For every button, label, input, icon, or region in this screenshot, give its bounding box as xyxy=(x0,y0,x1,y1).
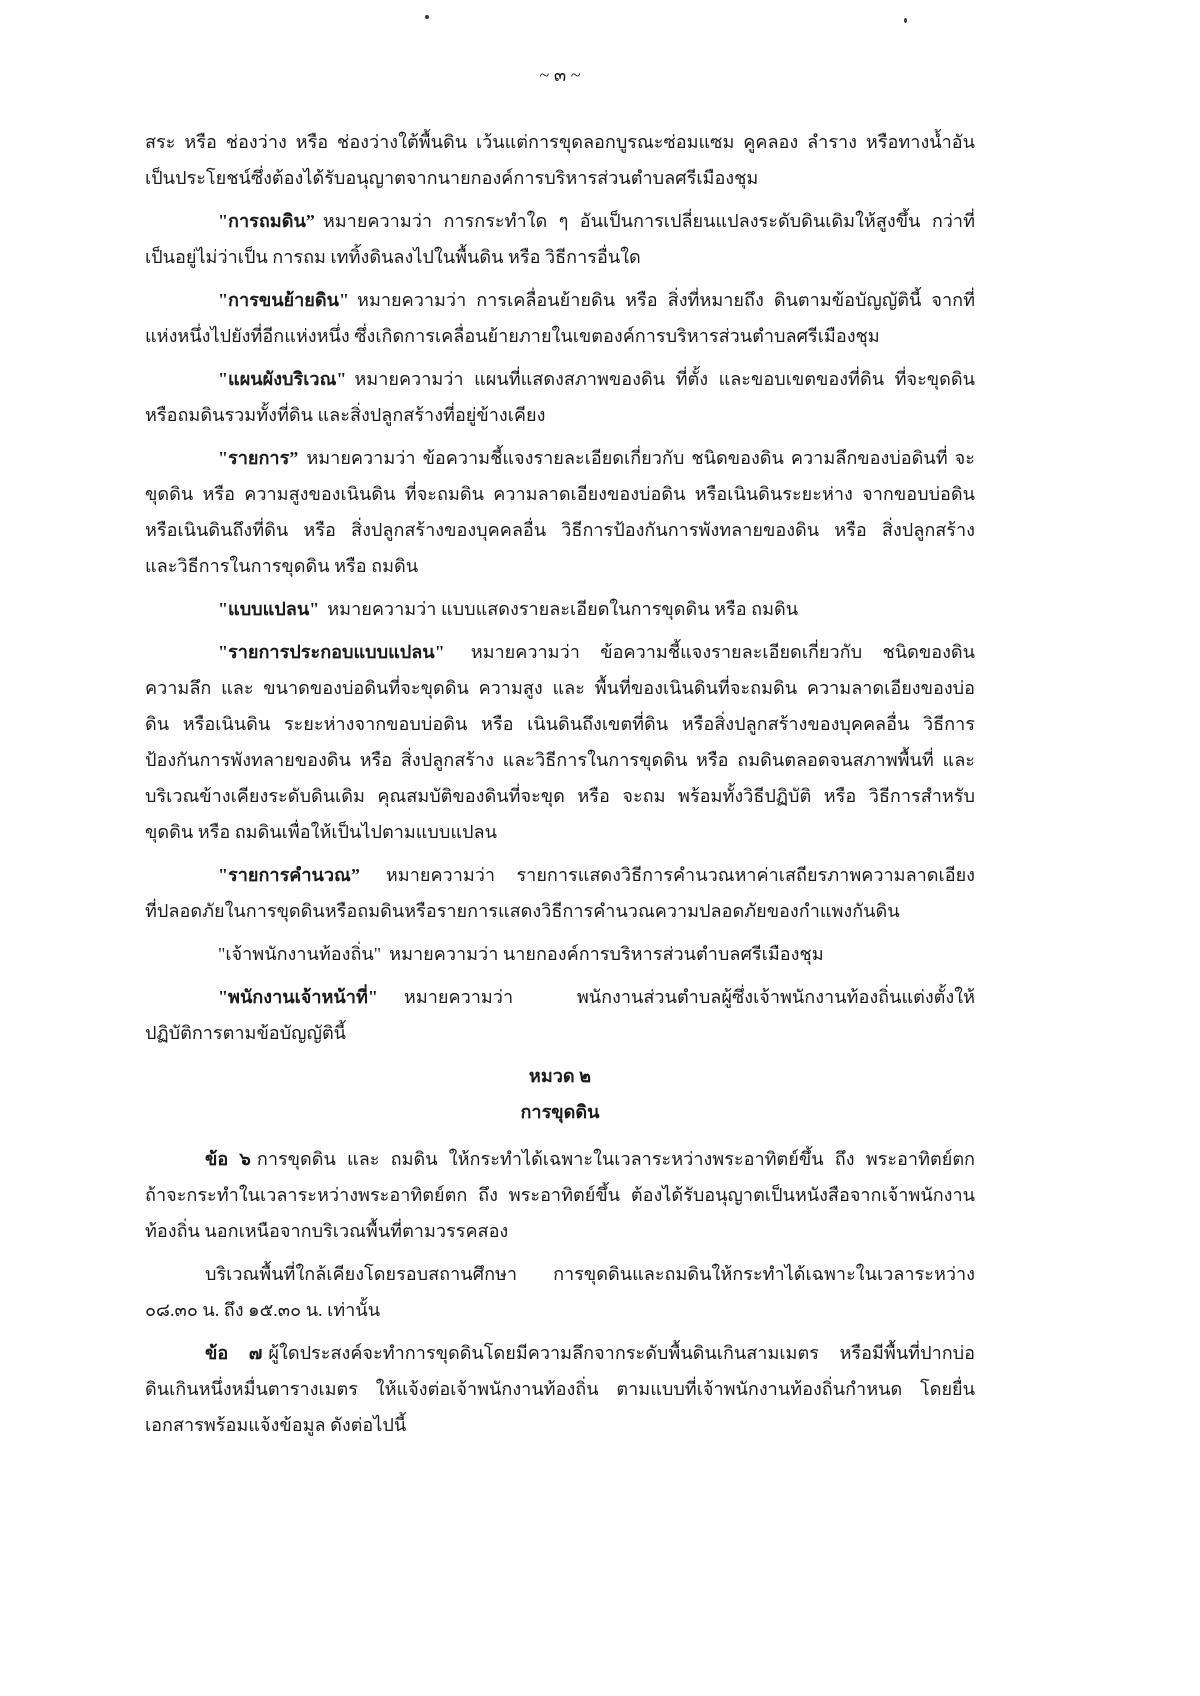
continued-paragraph xyxy=(145,124,975,196)
clause-label: ข้อ ๗ xyxy=(205,1343,263,1363)
definition-local-official xyxy=(145,936,975,972)
text-line xyxy=(145,936,975,972)
definition-text: หมายความว่า แบบแสดงรายละเอียดในการขุดดิน หรือ ถมดิน xyxy=(327,599,799,619)
text-line: และวิธีการในการขุดดิน หรือ ถมดิน xyxy=(145,556,419,576)
defined-term: "แผนผังบริเวณ" xyxy=(218,369,347,389)
definition-items xyxy=(145,440,975,584)
definition-text: หมายความว่า ข้อความชี้แจงรายละเอียดเกี่ยวกับ ชนิดของดิน ความลึกของบ่อดินที่ จะ xyxy=(306,448,975,468)
text-line: ขุดดิน หรือ ความสูงของเนินดิน ที่จะถมดิน ความลาดเอียงของบ่อดิน หรือเนินดินระยะห่าง จากขอบบ่อดิน xyxy=(145,484,975,504)
text-line: เป็นประโยชน์ซึ่งต้องได้รับอนุญาตจากนายกองค์การบริหารส่วนตำบลศรีเมืองชุม xyxy=(145,168,759,188)
definition-text: หมายความว่า แผนที่แสดงสภาพของดิน ที่ตั้ง และขอบเขตของที่ดิน ที่จะขุดดิน xyxy=(354,369,975,389)
text-line: บริเวณข้างเคียงระดับดินเดิม คุณสมบัติของดินที่จะขุด หรือ จะถม พร้อมทั้งวิธีปฏิบัติ หรือ วิธีการสำหรับ xyxy=(145,786,975,806)
text-line xyxy=(145,203,975,239)
page-number: ~ ๓ ~ xyxy=(539,65,581,85)
text-line: ป้องกันการพังทลายของดิน หรือ สิ่งปลูกสร้าง และวิธีการในการขุดดิน หรือ ถมดินตลอดจนสภาพพื้นที่ และ xyxy=(145,750,975,770)
text-line: ท้องถิ่น นอกเหนือจากบริเวณพื้นที่ตามวรรคสอง xyxy=(145,1221,509,1241)
defined-term: "รายการคำนวณ” xyxy=(218,865,360,885)
clause-6-paragraph-2 xyxy=(145,1256,975,1328)
clause-label: ข้อ ๖ xyxy=(205,1149,251,1169)
definition-text: หมายความว่า ข้อความชี้แจงรายละเอียดเกี่ยวกับ ชนิดของดิน xyxy=(470,642,975,662)
text-line xyxy=(145,282,975,318)
text-line xyxy=(145,1335,975,1371)
definition-plan-specification xyxy=(145,634,975,850)
text-line: หรือถมดินรวมทั้งที่ดิน และสิ่งปลูกสร้างที่อยู่ข้างเคียง xyxy=(145,405,546,425)
definition-land-filling xyxy=(145,203,975,275)
definition-site-plan xyxy=(145,361,975,433)
text-line xyxy=(145,1141,975,1177)
defined-term: "พนักงานเจ้าหน้าที่" xyxy=(218,987,378,1007)
definition-calculation xyxy=(145,857,975,929)
text-line: เป็นอยู่ไม่ว่าเป็น การถม เททิ้งดินลงไปในพื้นดิน หรือ วิธีการอื่นใด xyxy=(145,247,641,267)
text-line: สระ หรือ ช่องว่าง หรือ ช่องว่างใต้พื้นดิน เว้นแต่การขุดลอกบูรณะซ่อมแซม คูคลอง ลำราง หรือทางน้ำอัน xyxy=(145,132,975,152)
text-line: ถ้าจะกระทำในเวลาระหว่างพระอาทิตย์ตก ถึง พระอาทิตย์ขึ้น ต้องได้รับอนุญาตเป็นหนังสือจากเจ้าพนักงาน xyxy=(145,1185,975,1205)
text-line xyxy=(145,857,975,893)
definition-text: หมายความว่า นายกองค์การบริหารส่วนตำบลศรีเมืองชุม xyxy=(389,944,824,964)
text-line: ความลึก และ ขนาดของบ่อดินที่จะขุดดิน ความสูง และ พื้นที่ของเนินดินที่จะถมดิน ความลาดเอียงของบ่อ xyxy=(145,678,975,698)
text-line xyxy=(145,361,975,397)
definition-plan-drawing xyxy=(145,591,975,627)
defined-term: "แบบแปลน" xyxy=(218,599,320,619)
text-line: ที่ปลอดภัยในการขุดดินหรือถมดินหรือรายการแสดงวิธีการคำนวณความปลอดภัยของกำแพงกันดิน xyxy=(145,901,900,921)
text-line: ขุดดิน หรือ ถมดินเพื่อให้เป็นไปตามแบบแปลน xyxy=(145,822,497,842)
definition-soil-transport xyxy=(145,282,975,354)
defined-term: "รายการประกอบแบบแปลน" xyxy=(218,642,445,662)
definition-text: หมายความว่า รายการแสดงวิธีการคำนวณหาค่าเสถียรภาพความลาดเอียง xyxy=(385,865,975,885)
defined-term: "การถมดิน” xyxy=(218,211,315,231)
text-line: เอกสารพร้อมแจ้งข้อมูล ดังต่อไปนี้ xyxy=(145,1415,407,1435)
document-body xyxy=(145,124,975,1450)
text-line: ดิน หรือเนินดิน ระยะห่างจากขอบบ่อดิน หรือ เนินดินถึงเขตที่ดิน หรือสิ่งปลูกสร้างของบุคคลอื่น วิธีการ xyxy=(145,714,975,734)
text-line: บริเวณพื้นที่ใกล้เคียงโดยรอบสถานศึกษา การขุดดินและถมดินให้กระทำได้เฉพาะในเวลาระหว่าง xyxy=(205,1264,975,1284)
text-line xyxy=(145,591,975,627)
scan-speck xyxy=(425,15,429,19)
text-line: ดินเกินหนึ่งหมื่นตารางเมตร ให้แจ้งต่อเจ้าพนักงานท้องถิ่น ตามแบบที่เจ้าพนักงานท้องถิ่นกำหนด โดยยื่น xyxy=(145,1379,975,1399)
defined-term: "รายการ” xyxy=(218,448,299,468)
clause-text: การขุดดิน และ ถมดิน ให้กระทำได้เฉพาะในเวลาระหว่างพระอาทิตย์ขึ้น ถึง พระอาทิตย์ตก xyxy=(256,1149,975,1169)
text-line: ๐๘.๓๐ น. ถึง ๑๕.๓๐ น. เท่านั้น xyxy=(145,1300,381,1320)
text-line xyxy=(145,979,975,1015)
text-line: ปฏิบัติการตามข้อบัญญัตินี้ xyxy=(145,1023,347,1043)
text-line xyxy=(145,634,975,670)
chapter-title: หมวด ๒ xyxy=(528,1066,592,1086)
clause-7 xyxy=(145,1335,975,1443)
defined-term: "การขนย้ายดิน" xyxy=(218,290,350,310)
defined-term: "เจ้าพนักงานท้องถิ่น" xyxy=(218,944,382,964)
definition-text: หมายความว่า พนักงานส่วนตำบลผู้ซึ่งเจ้าพนักงานท้องถิ่นแต่งตั้งให้ xyxy=(403,987,975,1007)
chapter-heading xyxy=(145,1058,975,1130)
scan-speck xyxy=(904,18,907,23)
clause-6 xyxy=(145,1141,975,1249)
text-line: แห่งหนึ่งไปยังที่อีกแห่งหนึ่ง ซึ่งเกิดการเคลื่อนย้ายภายในเขตองค์การบริหารส่วนตำบลศรีเมืองชุม xyxy=(145,326,880,346)
definition-text: หมายความว่า การกระทำใด ๆ อันเป็นการเปลี่ยนแปลงระดับดินเดิมให้สูงขึ้น กว่าที่ xyxy=(322,211,975,231)
chapter-subtitle: การขุดดิน xyxy=(520,1102,600,1122)
clause-text: ผู้ใดประสงค์จะทำการขุดดินโดยมีความลึกจากระดับพื้นดินเกินสามเมตร หรือมีพื้นที่ปากบ่อ xyxy=(268,1343,975,1363)
text-line: หรือเนินดินถึงที่ดิน หรือ สิ่งปลูกสร้างของบุคคลอื่น วิธีการป้องกันการพังทลายของดิน หรือ สิ่งปลูกสร้าง xyxy=(145,520,975,540)
text-line xyxy=(145,440,975,476)
definition-text: หมายความว่า การเคลื่อนย้ายดิน หรือ สิ่งที่หมายถึง ดินตามข้อบัญญัตินี้ จากที่ xyxy=(357,290,975,310)
definition-competent-officer xyxy=(145,979,975,1051)
